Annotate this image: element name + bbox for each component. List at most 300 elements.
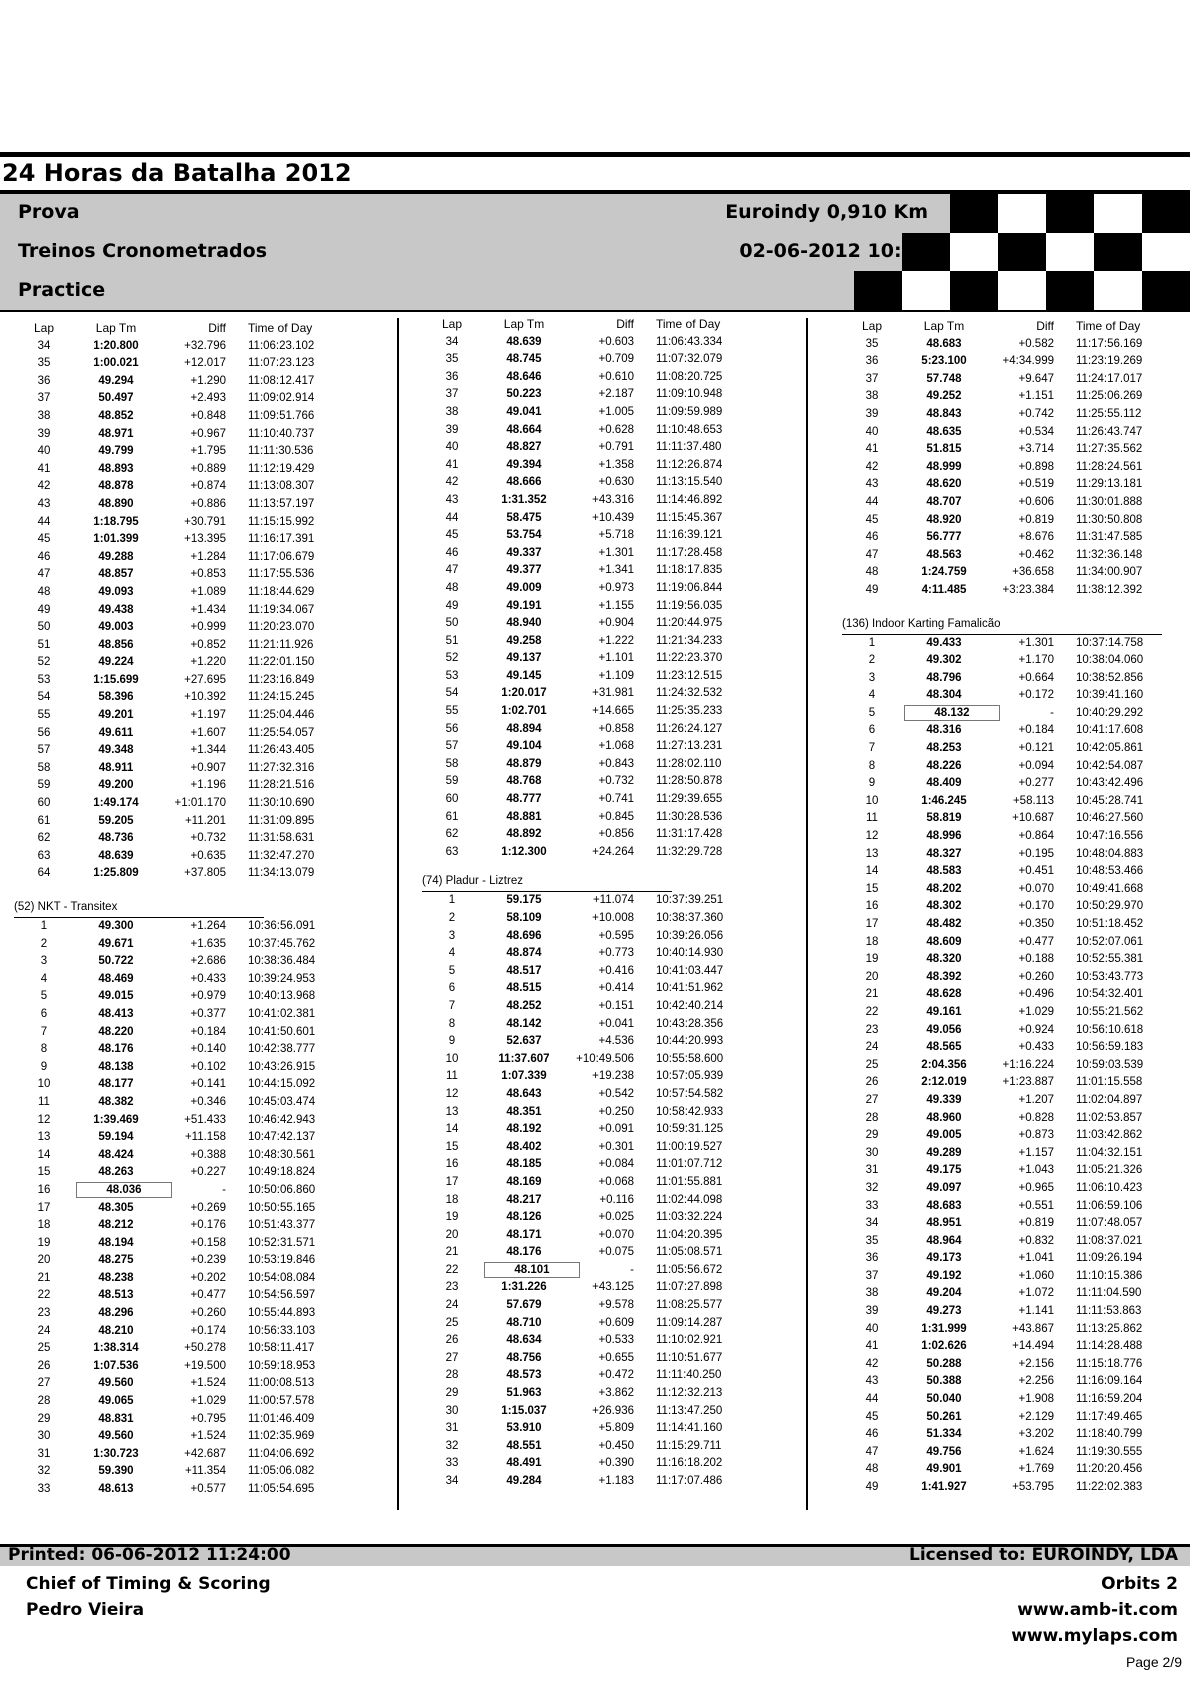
time-of-day: 11:30:50.808 [1076,513,1143,526]
lap-time: 48.409 [926,777,962,790]
lap-time: 49.294 [98,374,134,387]
lap-time: 5:23.100 [921,355,967,368]
table-row [852,898,1190,916]
lap-time: 48.951 [926,1217,962,1230]
lap-diff: +1.068 [598,740,634,753]
table-row [24,1287,384,1305]
lap-number: 15 [865,882,879,895]
table-row [432,422,792,440]
lap-number: 39 [445,423,459,436]
table-row [852,547,1190,565]
lap-time: 1:31.999 [921,1322,967,1335]
time-of-day: 10:45:28.741 [1076,794,1144,807]
table-row [852,775,1190,793]
table-row [852,1215,1190,1233]
time-of-day: 11:31:17.428 [656,828,723,841]
lap-number: 25 [37,1342,51,1355]
time-of-day: 11:17:49.465 [1076,1410,1143,1423]
lap-number: 48 [37,585,51,598]
lap-number: 43 [865,478,879,491]
lap-number: 60 [445,793,459,806]
lap-number: 13 [445,1105,459,1118]
website-amb: www.amb-it.com [1017,1600,1178,1620]
time-of-day: 11:12:32.213 [656,1387,723,1400]
lap-diff: +0.853 [190,568,226,581]
lap-number: 56 [37,726,51,739]
lap-number: 46 [865,531,879,544]
lap-time: 48.169 [506,1175,542,1188]
table-row [852,353,1190,371]
lap-number: 14 [865,865,879,878]
lap-diff: +26.936 [592,1404,634,1417]
table-row [432,580,792,598]
lap-time: 48.296 [98,1307,134,1320]
lap-time: 48.683 [926,1199,962,1212]
best-lap-time: 48.132 [904,705,1000,721]
time-of-day: 11:08:20.725 [656,370,723,383]
flag-square [1142,233,1190,272]
lap-diff: +12.017 [184,357,226,370]
lap-number: 8 [868,759,876,772]
lap-time: 48.920 [926,513,962,526]
lap-number: 12 [445,1087,459,1100]
header-time-of-day: Time of Day [656,317,721,331]
table-row [432,1350,792,1368]
lap-diff: +1.222 [598,634,634,647]
time-of-day: 11:26:43.747 [1076,425,1143,438]
lap-diff: +2.493 [190,392,226,405]
lap-diff: +0.068 [598,1175,634,1188]
lap-time: 48.827 [506,441,542,454]
table-row [852,793,1190,811]
lap-time: 49.560 [98,1377,134,1390]
lap-time: 1:31.226 [501,1281,547,1294]
lap-diff: - [222,1183,226,1196]
table-row [24,478,384,496]
lap-number: 22 [445,1263,459,1276]
time-of-day: 10:39:41.160 [1076,689,1144,702]
table-row [852,424,1190,442]
lap-number: 24 [37,1324,51,1337]
table-row [24,1270,384,1288]
lap-number: 32 [865,1181,879,1194]
website-mylaps: www.mylaps.com [1011,1626,1178,1646]
time-of-day: 10:47:42.137 [248,1131,316,1144]
lap-diff: +1.524 [190,1377,226,1390]
lap-diff: +0.041 [598,1017,634,1030]
lap-diff: +0.116 [599,1193,634,1206]
lap-number: 40 [37,445,51,458]
lap-time: 1:49.174 [93,797,139,810]
lap-number: 29 [865,1129,879,1142]
time-of-day: 11:31:09.895 [248,814,315,827]
lap-number: 42 [445,476,459,489]
lap-diff: +0.967 [190,427,226,440]
lap-time: 50.223 [506,388,542,401]
lap-number: 27 [865,1093,879,1106]
lap-number: 4 [448,947,456,960]
lap-time: 49.224 [98,656,134,669]
time-of-day: 11:30:28.536 [656,810,723,823]
time-of-day: 11:14:28.488 [1076,1340,1143,1353]
lap-number: 30 [37,1430,51,1443]
lap-diff: +1.434 [190,603,226,616]
time-of-day: 11:16:17.391 [248,533,315,546]
lap-diff: +11.354 [184,1465,226,1478]
lap-number: 6 [40,1007,48,1020]
lap-diff: +0.732 [598,775,634,788]
lap-number: 38 [865,390,879,403]
table-row [24,813,384,831]
time-of-day: 11:16:39.121 [656,529,723,542]
time-of-day: 10:41:50.601 [248,1025,316,1038]
table-row [852,1409,1190,1427]
lap-time: 48.831 [98,1412,134,1425]
time-of-day: 10:46:42.943 [248,1113,316,1126]
table-row [852,687,1190,705]
team-name: (136) Indoor Karting Famalicão [842,614,1162,635]
time-of-day: 11:17:06.679 [248,550,315,563]
time-of-day: 11:10:15.386 [1076,1269,1143,1282]
time-of-day: 11:30:10.690 [248,797,315,810]
table-row [432,1438,792,1456]
lap-diff: +0.184 [190,1025,226,1038]
lap-time: 48.138 [98,1060,134,1073]
table-row [24,918,384,936]
lap-diff: +0.819 [1018,513,1054,526]
header-lap-time: Lap Tm [95,321,137,335]
lap-diff: +13.395 [184,533,226,546]
lap-time: 48.212 [98,1219,134,1232]
lap-time: 49.065 [98,1395,134,1408]
header-lap: Lap [33,321,55,335]
lap-diff: +1:16.224 [1002,1058,1054,1071]
lap-number: 28 [445,1369,459,1382]
time-of-day: 10:59:03.539 [1076,1058,1144,1071]
lap-diff: +8.676 [1018,531,1054,544]
lap-diff: +0.852 [190,638,226,651]
flag-square [806,271,854,310]
time-of-day: 11:05:06.082 [248,1465,315,1478]
lap-diff: +0.610 [598,370,634,383]
lap-number: 33 [445,1457,459,1470]
lap-time: 48.639 [98,849,134,862]
table-row [432,527,792,545]
lap-time: 49.201 [98,709,134,722]
lap-number: 45 [865,513,879,526]
lap-time: 48.666 [506,476,542,489]
lap-time: 53.754 [506,529,542,542]
lap-time: 49.003 [98,621,134,634]
lap-number: 13 [865,847,879,860]
lap-number: 25 [445,1316,459,1329]
lap-number: 48 [865,566,879,579]
lap-diff: +0.477 [1018,935,1054,948]
time-of-day: 11:27:35.562 [1076,443,1143,456]
lap-number: 44 [865,1393,879,1406]
table-row [852,863,1190,881]
lap-number: 47 [865,548,879,561]
lap-number: 58 [445,757,459,770]
lap-number: 54 [37,691,51,704]
time-of-day: 11:31:58.631 [248,832,315,845]
time-of-day: 10:55:21.562 [1076,1005,1144,1018]
lap-diff: +9.647 [1018,372,1054,385]
table-row [24,725,384,743]
lap-time: 49.799 [98,445,134,458]
lap-diff: +1.358 [598,458,634,471]
time-of-day: 11:28:02.110 [656,757,722,770]
lap-number: 36 [865,355,879,368]
table-row [24,426,384,444]
lap-number: 25 [865,1058,879,1071]
table-row [24,936,384,954]
table-row [432,910,792,928]
table-row [432,1315,792,1333]
lap-number: 18 [37,1219,51,1232]
header-datetime: 02-06-2012 10:00 [739,240,928,262]
lap-diff: +10.392 [184,691,226,704]
time-of-day: 11:23:19.269 [1076,355,1143,368]
table-row [852,1092,1190,1110]
time-of-day: 10:54:56.597 [248,1289,316,1302]
top-rule [0,152,1190,157]
table-row [432,721,792,739]
lap-number: 46 [865,1428,879,1441]
time-of-day: 11:22:02.383 [1076,1481,1143,1493]
lap-column-3 [842,318,1190,1497]
table-row [24,1094,384,1112]
time-of-day: 11:34:00.907 [1076,566,1143,579]
header-lap-time: Lap Tm [503,317,545,331]
table-row [432,351,792,369]
lap-diff: +0.094 [1018,759,1054,772]
table-row [852,635,1190,653]
table-row [852,1057,1190,1075]
lap-number: 52 [37,656,51,669]
time-of-day: 11:25:04.446 [248,709,315,722]
lap-time: 49.284 [506,1475,542,1487]
lap-time: 48.513 [98,1289,134,1302]
lap-number: 35 [37,357,51,370]
lap-diff: +0.819 [1018,1217,1054,1230]
lap-time: 1:15.699 [93,673,139,686]
lap-diff: +2.256 [1018,1375,1054,1388]
table-row [432,668,792,686]
time-of-day: 11:25:55.112 [1076,407,1142,420]
lap-number: 45 [445,529,459,542]
table-row [24,461,384,479]
lap-number: 9 [448,1035,456,1048]
lap-diff: +0.433 [190,972,226,985]
lap-time: 48.852 [98,409,134,422]
lap-time: 48.777 [506,793,542,806]
table-row [852,934,1190,952]
lap-time: 48.960 [926,1111,962,1124]
table-row [24,549,384,567]
table-row [852,371,1190,389]
spacer [432,861,792,871]
lap-number: 34 [445,1475,459,1487]
lap-time: 48.736 [98,832,134,845]
lap-number: 28 [37,1395,51,1408]
lap-number: 38 [37,409,51,422]
lap-time: 48.971 [98,427,134,440]
lap-time: 48.878 [98,480,134,493]
lap-diff: +0.140 [190,1043,226,1056]
table-header [432,316,792,334]
time-of-day: 11:19:06.844 [656,581,723,594]
team-name: (52) NKT - Transitex [14,897,264,918]
printed-date: Printed: 06-06-2012 11:24:00 [8,1545,291,1565]
lap-time: 48.563 [926,548,962,561]
lap-time: 50.261 [926,1410,962,1423]
lap-diff: +0.414 [598,982,634,995]
time-of-day: 10:59:31.125 [656,1123,724,1136]
table-row [852,564,1190,582]
lap-time: 48.217 [506,1193,542,1206]
lap-number: 20 [865,970,879,983]
lap-diff: +0.025 [598,1211,634,1224]
lap-time: 48.707 [926,495,962,508]
lap-number: 16 [37,1183,51,1196]
flag-square [1142,194,1190,233]
table-row [852,670,1190,688]
lap-time: 1:15.037 [501,1404,547,1417]
lap-number: 4 [868,689,876,702]
time-of-day: 11:25:54.057 [248,726,315,739]
time-of-day: 10:58:11.417 [248,1342,315,1355]
table-row [852,969,1190,987]
table-row [852,1180,1190,1198]
lap-time: 49.145 [506,669,542,682]
table-row [432,1174,792,1192]
best-lap-time: 48.101 [484,1262,580,1278]
table-row [24,1340,384,1358]
table-row [432,1403,792,1421]
lap-time: 49.191 [506,599,542,612]
team-name: (74) Pladur - Liztrez [422,871,672,892]
lap-diff: +1.284 [190,550,226,563]
lap-diff: +0.856 [598,828,634,841]
lap-time: 48.413 [98,1007,134,1020]
time-of-day: 11:06:43.334 [656,335,723,348]
time-of-day: 10:42:38.777 [248,1043,316,1056]
header-diff: Diff [1036,319,1054,333]
table-row [24,777,384,795]
lap-diff: +1.170 [1018,654,1054,667]
table-row [852,582,1190,600]
table-row [852,459,1190,477]
time-of-day: 11:09:02.914 [248,392,315,405]
lap-time: 48.745 [506,353,542,366]
lap-diff: +0.158 [190,1236,226,1249]
lap-number: 55 [37,709,51,722]
lap-time: 48.202 [926,882,962,895]
lap-time: 48.565 [926,1041,962,1054]
time-of-day: 11:11:30.536 [248,445,314,458]
table-row [24,830,384,848]
lap-time: 48.879 [506,757,542,770]
table-row [24,619,384,637]
lap-diff: +0.709 [598,353,634,366]
time-of-day: 10:41:02.381 [248,1007,316,1020]
time-of-day: 11:05:21.326 [1076,1164,1143,1177]
time-of-day: 10:38:52.856 [1076,671,1144,684]
lap-diff: +1:01.170 [174,797,226,810]
time-of-day: 10:43:28.356 [656,1017,724,1030]
lap-diff: +0.828 [1018,1111,1054,1124]
flag-square [998,271,1046,310]
table-row [24,1323,384,1341]
header-lap-time: Lap Tm [923,319,965,333]
table-row [24,795,384,813]
lap-time: 48.176 [506,1246,542,1259]
time-of-day: 11:23:16.849 [248,673,315,686]
lap-time: 1:24.759 [921,566,967,579]
table-row [24,953,384,971]
time-of-day: 10:56:33.103 [248,1324,316,1337]
time-of-day: 11:05:56.672 [656,1263,723,1276]
table-row [432,1033,792,1051]
lap-diff: +1.635 [190,937,226,950]
table-row [24,1375,384,1393]
time-of-day: 11:03:42.862 [1076,1129,1143,1142]
lap-time: 48.874 [506,947,542,960]
lap-time: 1:39.469 [93,1113,139,1126]
lap-time: 50.497 [98,392,134,405]
table-header [24,320,384,338]
lap-diff: +0.635 [190,849,226,862]
table-row [432,404,792,422]
lap-diff: +10.439 [592,511,634,524]
lap-diff: +1.151 [1018,390,1054,403]
lap-number: 44 [37,515,51,528]
time-of-day: 11:20:44.975 [656,617,723,630]
column-divider [397,318,399,1510]
lap-diff: +0.864 [1018,830,1054,843]
lap-time: 48.710 [506,1316,542,1329]
lap-number: 6 [448,982,456,995]
table-row [24,1076,384,1094]
table-row [432,1279,792,1297]
lap-diff: +0.075 [598,1246,634,1259]
lap-diff: +3.202 [1018,1428,1054,1441]
lap-number: 22 [37,1289,51,1302]
lap-number: 62 [37,832,51,845]
time-of-day: 10:59:18.953 [248,1359,316,1372]
lap-time: 59.175 [506,894,542,907]
lap-diff: +58.113 [1012,794,1054,807]
lap-number: 23 [445,1281,459,1294]
lap-diff: +0.843 [598,757,634,770]
table-row [852,1250,1190,1268]
lap-time: 48.238 [98,1271,134,1284]
lap-diff: +24.264 [592,845,634,858]
table-row [432,650,792,668]
time-of-day: 11:09:14.287 [656,1316,723,1329]
lap-number: 14 [445,1123,459,1136]
table-row [852,722,1190,740]
lap-diff: +0.390 [598,1457,634,1470]
table-row [24,742,384,760]
lap-diff: +0.239 [190,1254,226,1267]
lap-number: 26 [445,1334,459,1347]
lap-time: 48.796 [926,671,962,684]
lap-time: 49.192 [926,1269,962,1282]
time-of-day: 10:57:54.582 [656,1087,724,1100]
time-of-day: 11:05:54.695 [248,1483,315,1495]
